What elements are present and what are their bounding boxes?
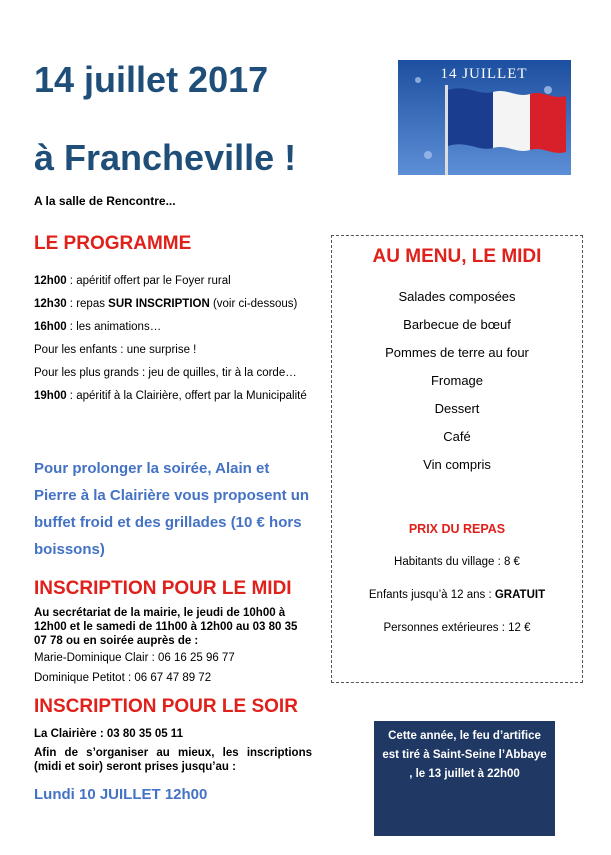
prix-enfants: Enfants jusqu’à 12 ans : GRATUIT: [368, 589, 546, 601]
page-title-line2: à Francheville !: [34, 137, 297, 178]
flag-caption: 14 JUILLET: [440, 66, 528, 82]
deadline-text: Lundi 10 JUILLET 12h00: [34, 786, 208, 803]
menu-item: Fromage: [430, 373, 484, 388]
menu-item: Vin compris: [423, 457, 491, 472]
clairiere-contact: La Clairière : 03 80 35 05 11: [34, 728, 183, 740]
menu-list: [332, 288, 582, 484]
flag-image: [398, 60, 571, 175]
page-title-line1: 14 juillet 2017: [34, 59, 269, 100]
inscription-soir-heading: INSCRIPTION POUR LE SOIR: [34, 696, 298, 717]
inscription-soir-details: Afin de s’organiser au mieux, les inscriptions (midi et soir) seront prises jusqu’au :: [34, 747, 312, 773]
venue-text: A la salle de Rencontre...: [34, 194, 176, 208]
menu-item: Dessert: [434, 401, 480, 416]
prix-habitants: Habitants du village : 8 €: [394, 556, 520, 568]
inscription-midi-details: Au secrétariat de la mairie, le jeudi de 10h00 à 12h00 et le samedi de 11h00 à 12h00 au 03 80 35 07 78 ou en soirée auprès de :: [34, 607, 298, 647]
inscription-soir-block: [34, 727, 312, 774]
inscription-midi-block: [34, 606, 312, 685]
contact-marie-dominique: Marie-Dominique Clair : 06 16 25 96 77: [34, 652, 235, 664]
menu-item: Barbecue de bœuf: [403, 317, 511, 332]
menu-item: Pommes de terre au four: [385, 345, 529, 360]
menu-item: Salades composées: [398, 289, 516, 304]
menu-item: Café: [443, 429, 471, 444]
prix-heading: PRIX DU REPAS: [408, 522, 506, 536]
programme-item: Pour les enfants : une surprise !: [34, 344, 197, 356]
fireworks-notice: Cette année, le feu d’artifice est tiré à Saint-Seine l’Abbaye , le 13 juillet à 22h00: [374, 721, 555, 836]
contact-dominique: Dominique Petitot : 06 67 47 89 72: [34, 672, 212, 684]
programme-item: Pour les plus grands : jeu de quilles, tir à la corde…: [34, 367, 297, 379]
prix-exterieurs: Personnes extérieures : 12 €: [383, 622, 531, 634]
menu-heading: AU MENU, LE MIDI: [372, 246, 542, 267]
programme-item: 19h00 : apéritif à la Clairière, offert par la Municipalité: [34, 390, 307, 402]
programme-item: 12h30 : repas SUR INSCRIPTION (voir ci-dessous): [34, 298, 298, 310]
programme-item: 12h00 : apéritif offert par le Foyer rural: [34, 275, 231, 287]
inscription-midi-heading: INSCRIPTION POUR LE MIDI: [34, 578, 292, 599]
programme-heading: LE PROGRAMME: [34, 233, 192, 254]
programme-list: [34, 274, 312, 412]
evening-buffet-text: Pour prolonger la soirée, Alain et Pierre à la Clairière vous proposent un buffet froid et des grillades (10 € hors boissons): [34, 460, 310, 558]
menu-box: [331, 235, 583, 683]
programme-item: 16h00 : les animations…: [34, 321, 162, 333]
